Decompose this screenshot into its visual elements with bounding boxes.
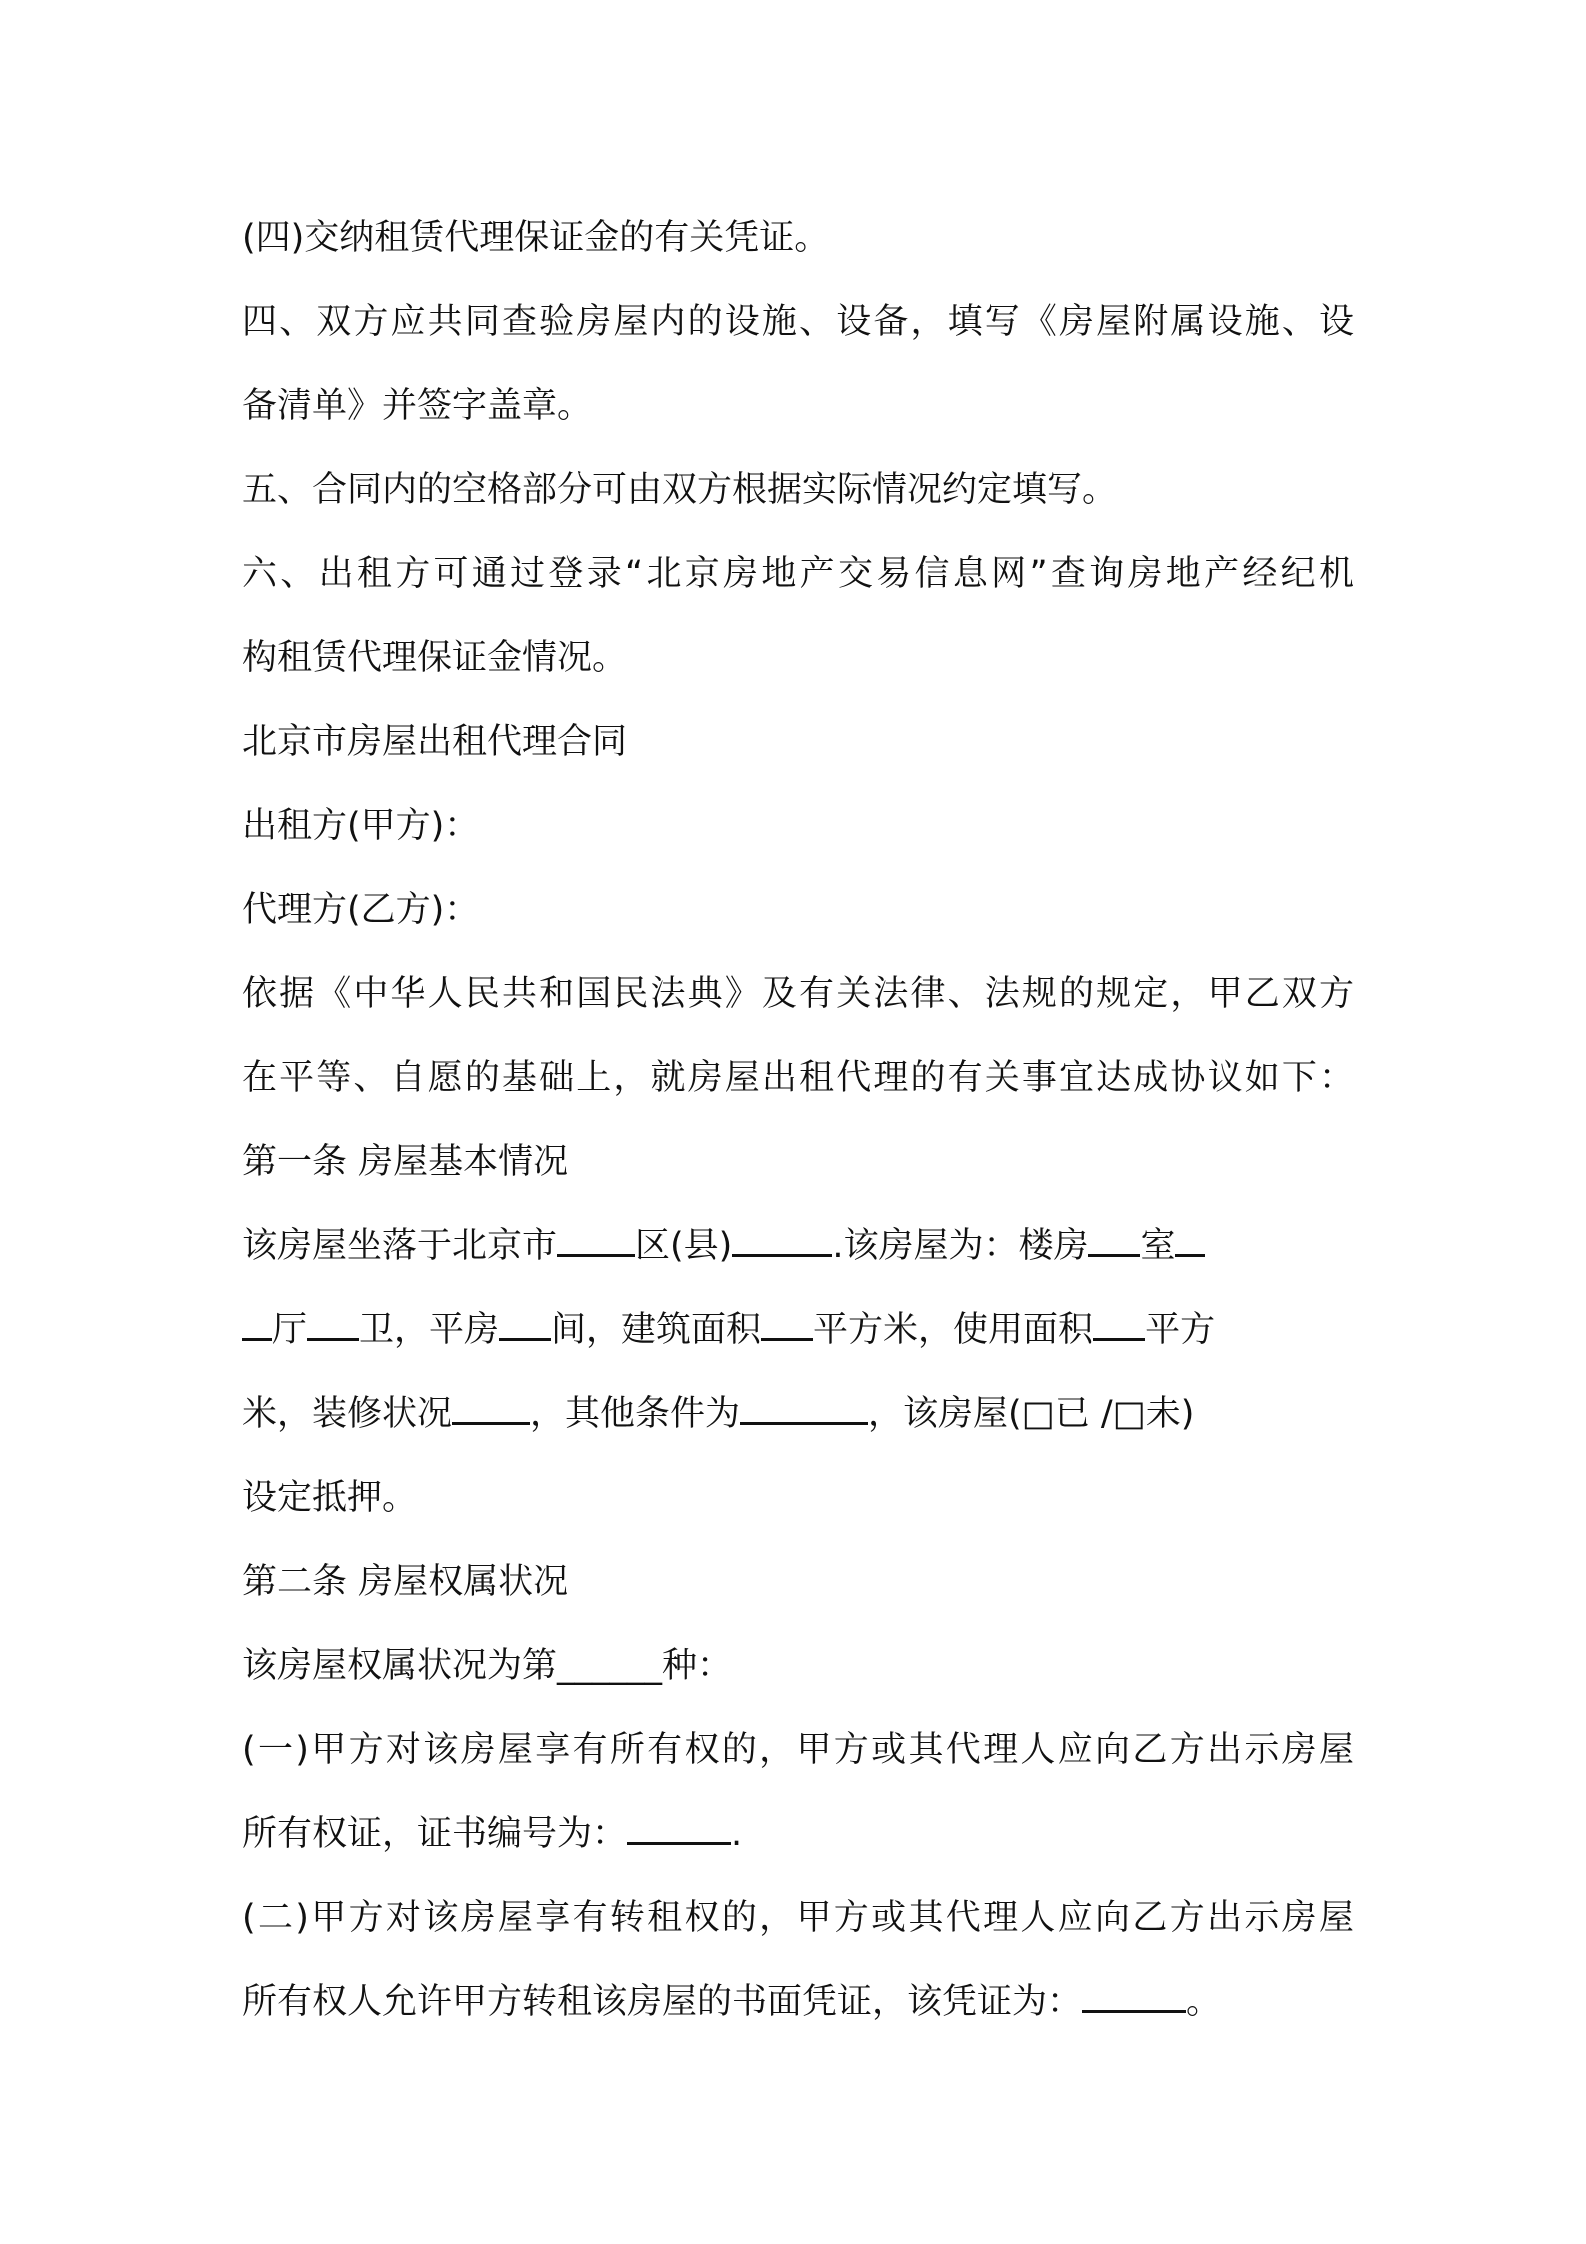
ownership-type-line: 该房屋权属状况为第______种： <box>242 1646 733 1686</box>
paragraph-line: (二)甲方对该房屋享有转租权的，甲方或其代理人应向乙方出示房屋 <box>242 1898 1354 1938</box>
basic-info-line-2 <box>242 1288 1362 1372</box>
paragraph-line: 六、出租方可通过登录“北京房地产交易信息网”查询房地产经纪机 <box>242 554 1354 594</box>
section-heading: 第二条 房屋权属状况 <box>242 1562 569 1602</box>
contract-title: 北京市房屋出租代理合同 <box>242 722 628 762</box>
fill-blank[interactable] <box>242 1308 272 1341</box>
basic-info-line-1 <box>242 1204 1362 1288</box>
paragraph-line: (一)甲方对该房屋享有所有权的，甲方或其代理人应向乙方出示房屋 <box>242 1730 1354 1770</box>
basic-info-line-3 <box>242 1372 1362 1456</box>
fill-blank[interactable] <box>1082 1980 1186 2013</box>
text-run: 未) <box>1145 1394 1195 1434</box>
section-heading: 第一条 房屋基本情况 <box>242 1142 569 1182</box>
text-run: 米，装修状况 <box>242 1394 453 1434</box>
text-run: ，其他条件为 <box>530 1394 741 1434</box>
text-run: 区(县) <box>635 1226 733 1266</box>
paragraph-line: 在平等、自愿的基础上，就房屋出租代理的有关事宜达成协议如下： <box>242 1058 1354 1098</box>
text-run: .该房屋为：楼房 <box>832 1226 1089 1266</box>
fill-blank[interactable] <box>1175 1224 1205 1257</box>
text-run: 已 / <box>1054 1394 1113 1434</box>
fill-blank[interactable] <box>499 1308 551 1341</box>
fill-blank[interactable] <box>557 1224 635 1257</box>
paragraph-line: 依据《中华人民共和国民法典》及有关法律、法规的规定，甲乙双方 <box>242 974 1354 1014</box>
fill-blank[interactable] <box>740 1392 868 1425</box>
text-run: ，该房屋( <box>868 1394 1022 1434</box>
fill-blank[interactable] <box>452 1392 530 1425</box>
paragraph-line: 备清单》并签字盖章。 <box>242 386 593 426</box>
agent-line: 代理方(乙方)： <box>242 890 480 930</box>
text-run: 平方米，使用面积 <box>813 1310 1094 1350</box>
text-run: 厅 <box>272 1310 308 1350</box>
fill-blank[interactable] <box>732 1224 832 1257</box>
paragraph-line: 四、双方应共同查验房屋内的设施、设备，填写《房屋附属设施、设 <box>242 302 1354 342</box>
text-run: . <box>731 1814 743 1854</box>
fill-blank[interactable] <box>1088 1224 1140 1257</box>
text-run: 间，建筑面积 <box>551 1310 762 1350</box>
paragraph-line: 五、合同内的空格部分可由双方根据实际情况约定填写。 <box>242 470 1118 510</box>
paragraph-line: 设定抵押。 <box>242 1478 418 1518</box>
checkbox-yes[interactable]: □ <box>1021 1394 1055 1434</box>
text-run: 卫，平房 <box>359 1310 500 1350</box>
checkbox-no[interactable]: □ <box>1112 1394 1146 1434</box>
fill-blank[interactable] <box>761 1308 813 1341</box>
text-run: 所有权人允许甲方转租该房屋的书面凭证，该凭证为： <box>242 1982 1083 2022</box>
certificate-number-line <box>242 1792 1362 1876</box>
fill-blank[interactable] <box>1093 1308 1145 1341</box>
sublease-voucher-line <box>242 1960 1362 2044</box>
text-run: 该房屋坐落于北京市 <box>242 1226 558 1266</box>
fill-blank[interactable] <box>627 1812 731 1845</box>
text-run: 室 <box>1140 1226 1176 1266</box>
lessor-line: 出租方(甲方)： <box>242 806 480 846</box>
text-run: 。 <box>1186 1982 1222 2022</box>
fill-blank[interactable] <box>307 1308 359 1341</box>
text-run: 所有权证，证书编号为： <box>242 1814 628 1854</box>
paragraph-line: (四)交纳租赁代理保证金的有关凭证。 <box>242 218 830 258</box>
contract-page <box>242 196 1362 2044</box>
text-run: 平方 <box>1145 1310 1216 1350</box>
paragraph-line: 构租赁代理保证金情况。 <box>242 638 628 678</box>
